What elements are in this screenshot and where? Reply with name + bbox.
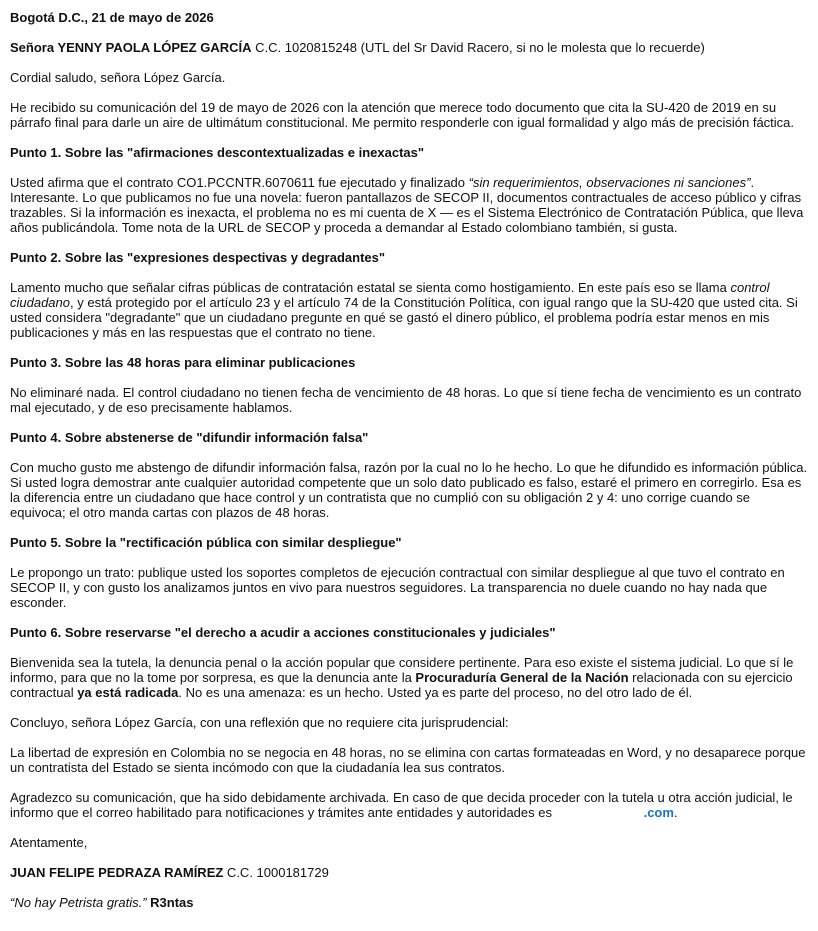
- date-line: Bogotá D.C., 21 de mayo de 2026: [10, 10, 214, 25]
- point-3-body: No eliminaré nada. El control ciudadano no tienen fecha de vencimiento de 48 horas. Lo que sí tiene fecha de vencimiento es un contrato mal ejecutado, y de eso precisamente hablamos.: [10, 385, 802, 415]
- point-3-heading: Punto 3. Sobre las 48 horas para eliminar publicaciones: [10, 355, 356, 370]
- point-6-heading: Punto 6. Sobre reservarse "el derecho a acudir a acciones constitucionales y judiciales": [10, 625, 556, 640]
- closing-paragraph: Agradezco su comunicación, que ha sido debidamente archivada. En caso de que decida proceder con la tutela u otra acción judicial, le informo que el correo habilitado para notificaciones y trámites ante entidades y autoridades es .com.: [10, 790, 793, 820]
- point-2-heading: Punto 2. Sobre las "expresiones despectivas y degradantes": [10, 250, 386, 265]
- addressee-details: C.C. 1020815248 (UTL del Sr David Racero, si no le molesta que lo recuerde): [251, 40, 705, 55]
- addressee-name: Señora YENNY PAOLA LÓPEZ GARCÍA: [10, 40, 252, 55]
- signature-name: JUAN FELIPE PEDRAZA RAMÍREZ: [10, 865, 224, 880]
- tagline: [10, 895, 808, 910]
- signature-id: C.C. 1000181729: [223, 865, 329, 880]
- addressee: [10, 40, 808, 55]
- status-filed: ya está radicada: [77, 685, 179, 700]
- point-1-body: Usted afirma que el contrato CO1.PCCNTR.6070611 fue ejecutado y finalizado “sin requerimientos, observaciones ni sanciones”. Interesante. Lo que publicamos no fue una novela: fueron pantallazos de SECOP II, documentos contractuales de acceso público y cifras trazables. Si la información es inexacta, el problema no es mi cuenta de X — es el Sistema Electrónico de Contratación Pública, que lleva años publicándola. Tome nota de la URL de SECOP y proceda a demandar al Estado colombiano también, si gusta.: [10, 175, 804, 235]
- email-link[interactable]: .com: [643, 805, 674, 820]
- point-5-body: Le propongo un trato: publique usted los soportes completos de ejecución contractual con similar despliegue al que tuvo el contrato en SECOP II, y con gusto los analizamos juntos en vivo para nuestros seguidores. La transparencia no duele cuando no hay nada que esconder.: [10, 565, 785, 610]
- reflection-paragraph: La libertad de expresión en Colombia no se negocia en 48 horas, no se elimina con cartas formateadas en Word, y no desaparece porque un contratista del Estado se sienta incómodo con que la ciudadanía lea sus contratos.: [10, 745, 806, 775]
- emphasis-term: control ciudadano: [10, 280, 770, 310]
- greeting: Cordial saludo, señora López García.: [10, 70, 226, 85]
- signature: [10, 865, 808, 880]
- point-1-heading: Punto 1. Sobre las "afirmaciones descontextualizadas e inexactas": [10, 145, 425, 160]
- point-6-body: Bienvenida sea la tutela, la denuncia penal o la acción popular que considere pertinente. Para eso existe el sistema judicial. Lo que sí le informo, para que no la tome por sorpresa, es que la denuncia ante la Procuraduría General de la Nación relacionada con su ejercicio contractual ya está radicada. No es una amenaza: es un hecho. Usted ya es parte del proceso, no del otro lado de él.: [10, 655, 794, 700]
- quoted-claim: “sin requerimientos, observaciones ni sanciones”: [468, 175, 751, 190]
- conclusion-intro: Concluyo, señora López García, con una reflexión que no requiere cita jurisprudencial:: [10, 715, 509, 730]
- point-5-heading: Punto 5. Sobre la "rectificación pública con similar despliegue": [10, 535, 402, 550]
- institution-name: Procuraduría General de la Nación: [415, 670, 629, 685]
- point-4-body: Con mucho gusto me abstengo de difundir información falsa, razón por la cual no lo he hecho. Lo que he difundido es información pública. Si usted logra demostrar ante cualquier autoridad competente que un solo dato publicado es falso, estaré el primero en corregirlo. Esa es la diferencia entre un ciudadano que hace control y un contratista que no cumplió con su obligación 2 y 4: uno corrige cuando se equivoca; el otro manda cartas con plazos de 48 horas.: [10, 460, 808, 520]
- intro-paragraph: He recibido su comunicación del 19 de mayo de 2026 con la atención que merece todo documento que cita la SU-420 de 2019 en su párrafo final para darle un aire de ultimátum constitucional. Me permito responderle con igual formalidad y algo más de precisión fáctica.: [10, 100, 795, 130]
- farewell: Atentamente,: [10, 835, 88, 850]
- point-4-heading: Punto 4. Sobre abstenerse de "difundir información falsa": [10, 430, 369, 445]
- tagline-quote: “No hay Petrista gratis.”: [10, 895, 147, 910]
- point-2-body: Lamento mucho que señalar cifras públicas de contratación estatal se sienta como hostigamiento. En este país eso se llama control ciudadano, y está protegido por el artículo 23 y el artículo 74 de la Constitución Política, con igual rango que la SU-420 que usted cita. Si usted considera "degradante" que un ciudadano pregunte en qué se gastó el dinero público, el problema podría estar menos en mis publicaciones y más en las respuestas que el contrato no tiene.: [10, 280, 798, 340]
- tagline-handle: R3ntas: [150, 895, 194, 910]
